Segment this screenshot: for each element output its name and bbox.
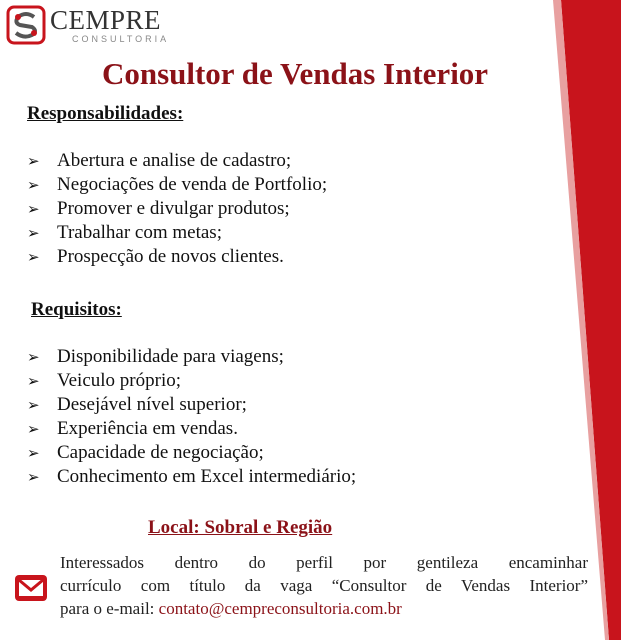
arrowhead-bullet-icon: ➢ (27, 444, 40, 462)
arrowhead-bullet-icon: ➢ (27, 176, 40, 194)
arrowhead-bullet-icon: ➢ (27, 396, 40, 414)
contact-line-1: Interessados dentro do perfil por gentileza encaminhar (60, 553, 588, 572)
list-item: ➢ Experiência em vendas. (27, 418, 238, 439)
logo-subtitle: CONSULTORIA (72, 33, 170, 44)
contact-line-3: para o e-mail: contato@cempreconsultoria.com.br (60, 599, 402, 618)
list-item: ➢ Veiculo próprio; (27, 370, 182, 391)
requirements-list (27, 345, 356, 489)
list-item: ➢ Desejável nível superior; (27, 394, 247, 415)
envelope-icon (14, 571, 48, 605)
list-item: ➢ Negociações de venda de Portfolio; (27, 174, 328, 195)
list-item: ➢ Abertura e analise de cadastro; (27, 150, 292, 171)
decorative-corner-shape (551, 0, 621, 640)
list-item: ➢ Conhecimento em Excel intermediário; (27, 466, 357, 487)
location-text: Local: Sobral e Região (148, 517, 333, 538)
list-item: ➢ Prospecção de novos clientes. (27, 246, 284, 267)
list-item: ➢ Promover e divulgar produtos; (27, 198, 290, 219)
contact-instructions (60, 551, 588, 620)
arrowhead-bullet-icon: ➢ (27, 200, 40, 218)
page-title: Consultor de Vendas Interior (101, 56, 489, 91)
logo-mark-icon (6, 5, 46, 45)
responsibilities-list (27, 149, 327, 269)
arrowhead-bullet-icon: ➢ (27, 420, 40, 438)
arrowhead-bullet-icon: ➢ (27, 152, 40, 170)
arrowhead-bullet-icon: ➢ (27, 248, 40, 266)
arrowhead-bullet-icon: ➢ (27, 372, 40, 390)
list-item: ➢ Disponibilidade para viagens; (27, 346, 284, 367)
logo-name: CEMPRE (50, 4, 162, 35)
list-item: ➢ Capacidade de negociação; (27, 442, 264, 463)
arrowhead-bullet-icon: ➢ (27, 224, 40, 242)
contact-line-2: currículo com título da vaga “Consultor de Vendas Interior” (60, 576, 588, 595)
company-logo (6, 5, 169, 45)
arrowhead-bullet-icon: ➢ (27, 348, 40, 366)
arrowhead-bullet-icon: ➢ (27, 468, 40, 486)
responsibilities-heading: Responsabilidades: (27, 103, 184, 124)
email-link[interactable]: contato@cempreconsultoria.com.br (158, 599, 402, 618)
list-item: ➢ Trabalhar com metas; (27, 222, 222, 243)
requirements-heading: Requisitos: (31, 299, 122, 320)
